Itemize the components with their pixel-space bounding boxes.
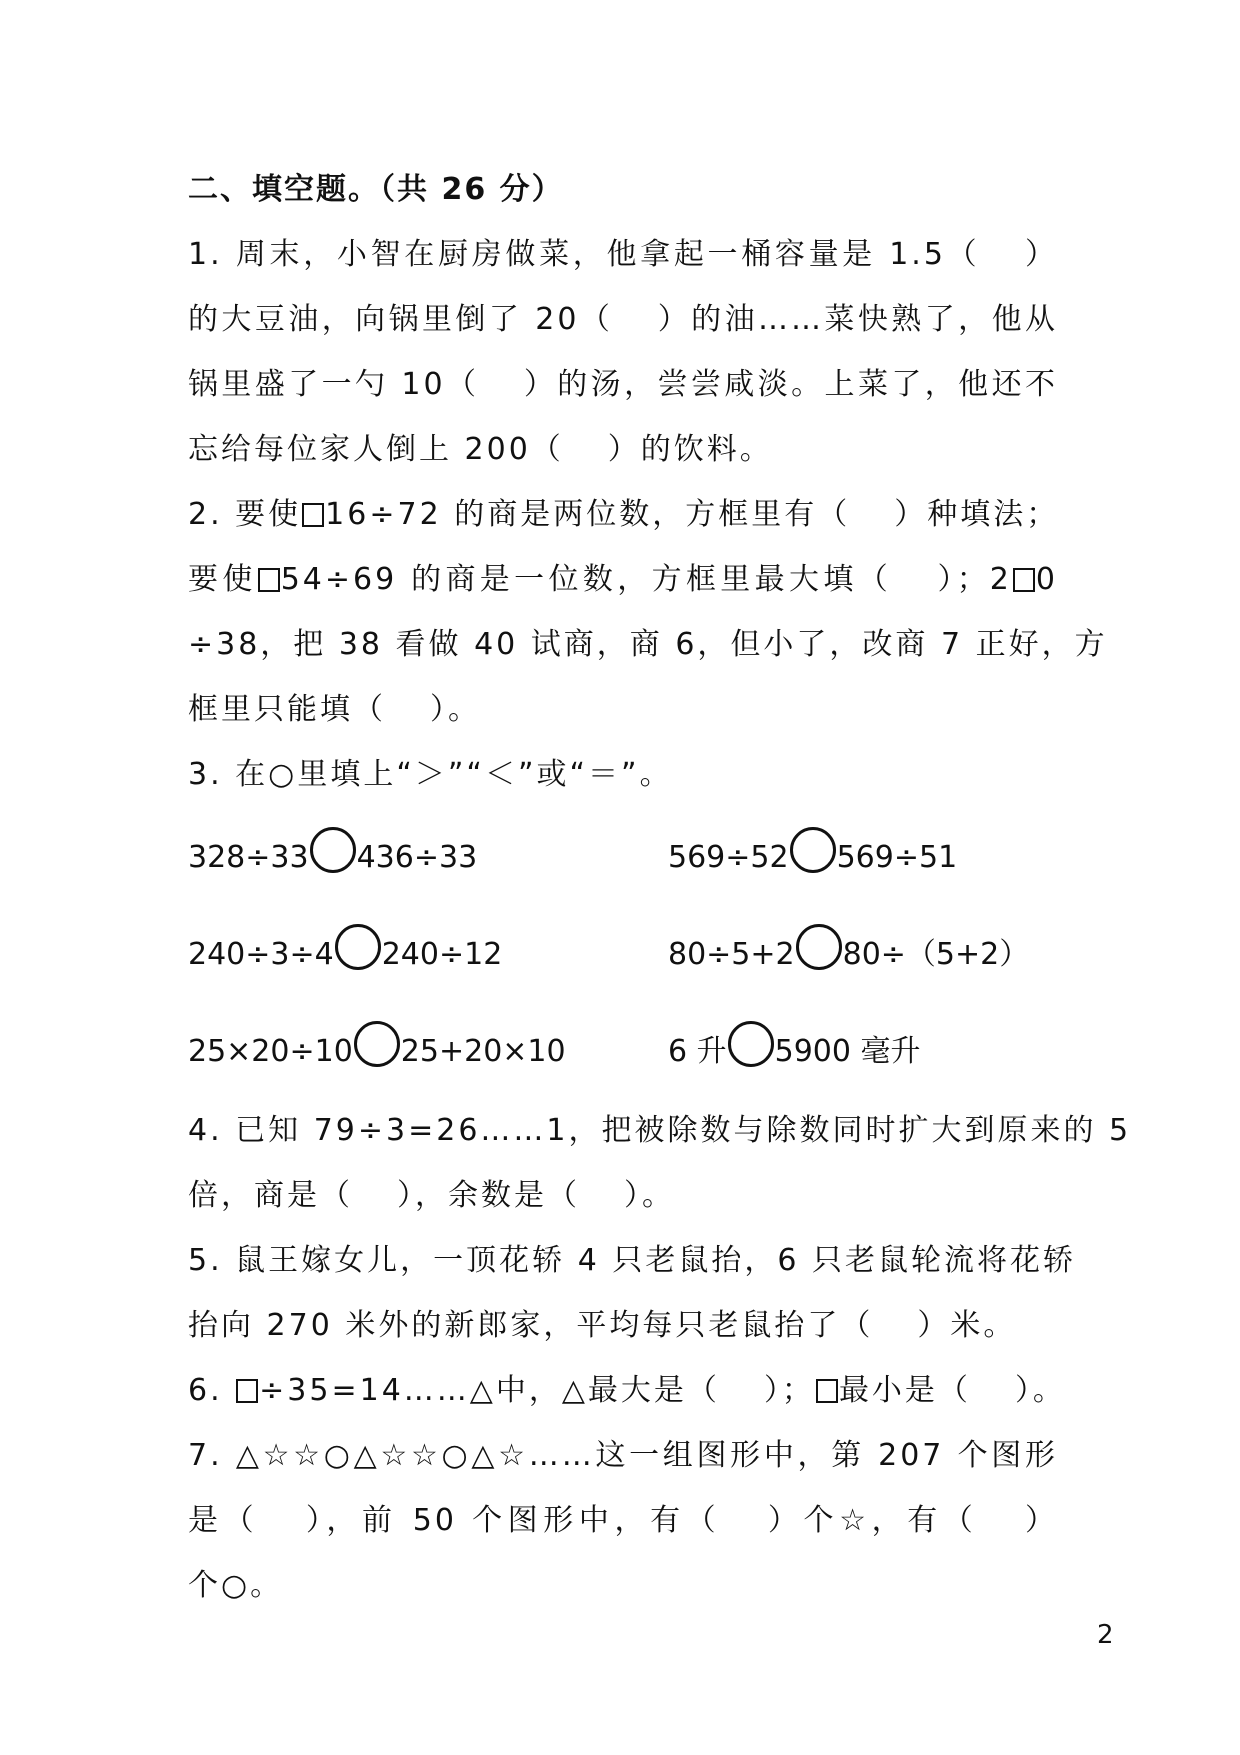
circle-blank[interactable] <box>796 924 842 970</box>
q7-line-3: 个○。 <box>188 1568 284 1603</box>
q7-line-1: 7. △☆☆○△☆☆○△☆……这一组图形中，第 207 个图形 <box>188 1438 1058 1473</box>
q6-line-1: 6. ÷35=14……△中，△最大是（ ）； 最小是（ ）。 <box>188 1373 1066 1408</box>
q1-line-3: 锅里盛了一勺 10（ ）的汤，尝尝咸淡。上菜了，他还不 <box>188 367 1059 402</box>
fill-in-section <box>188 158 1132 1618</box>
q1-line-1: 1. 周末，小智在厨房做菜，他拿起一桶容量是 1.5（ ） <box>188 237 1059 272</box>
q7-line-2: 是（ ），前 50 个图形中，有（ ）个☆，有（ ） <box>188 1503 1059 1538</box>
circle-blank[interactable] <box>728 1021 774 1067</box>
square-box-icon <box>816 1379 838 1403</box>
compare-item: 569÷52 569÷51 <box>668 833 957 883</box>
q1-line-2: 的大豆油，向锅里倒了 20（ ）的油……菜快熟了，他从 <box>188 302 1058 337</box>
square-box-icon <box>1013 568 1035 592</box>
square-box-icon <box>258 568 280 592</box>
compare-row-2 <box>188 904 1058 1001</box>
circle-blank[interactable] <box>310 827 356 873</box>
q4-line-2: 倍，商是（ ），余数是（ ）。 <box>188 1178 675 1213</box>
section-title: 二、填空题。（共 26 分） <box>188 172 564 207</box>
circle-blank[interactable] <box>335 924 381 970</box>
compare-item: 240÷3÷4 240÷12 <box>188 930 502 980</box>
square-box-icon <box>236 1379 258 1403</box>
q2-line-1: 2. 要使 16÷72 的商是两位数，方框里有（ ）种填法； <box>188 497 1060 532</box>
q2-line-4: 框里只能填（ ）。 <box>188 692 481 727</box>
q2-line-2: 要使 54÷69 的商是一位数，方框里最大填（ ）；2 0 <box>188 562 1058 597</box>
q5-line-2: 抬向 270 米外的新郎家，平均每只老鼠抬了（ ）米。 <box>188 1308 1017 1343</box>
compare-item: 80÷5+2 80÷（5+2） <box>668 930 1029 980</box>
q4-line-1: 4. 已知 79÷3=26……1，把被除数与除数同时扩大到原来的 5 <box>188 1113 1132 1148</box>
page-number: 2 <box>1097 1620 1114 1650</box>
q1-line-4: 忘给每位家人倒上 200（ ）的饮料。 <box>188 432 773 467</box>
compare-row-1 <box>188 807 1058 904</box>
q3-instruction: 3. 在○里填上“＞”“＜”或“＝”。 <box>188 757 673 792</box>
compare-item: 25×20÷10 25+20×10 <box>188 1027 566 1077</box>
compare-item: 6 升 5900 毫升 <box>668 1027 921 1077</box>
q5-line-1: 5. 鼠王嫁女儿，一顶花轿 4 只老鼠抬，6 只老鼠轮流将花轿 <box>188 1243 1076 1278</box>
circle-blank[interactable] <box>790 827 836 873</box>
circle-blank[interactable] <box>354 1021 400 1067</box>
compare-item: 328÷33 436÷33 <box>188 833 477 883</box>
compare-row-3 <box>188 1001 1058 1098</box>
square-box-icon <box>302 503 324 527</box>
q2-line-3: ÷38，把 38 看做 40 试商，商 6，但小了，改商 7 正好，方 <box>188 627 1108 662</box>
